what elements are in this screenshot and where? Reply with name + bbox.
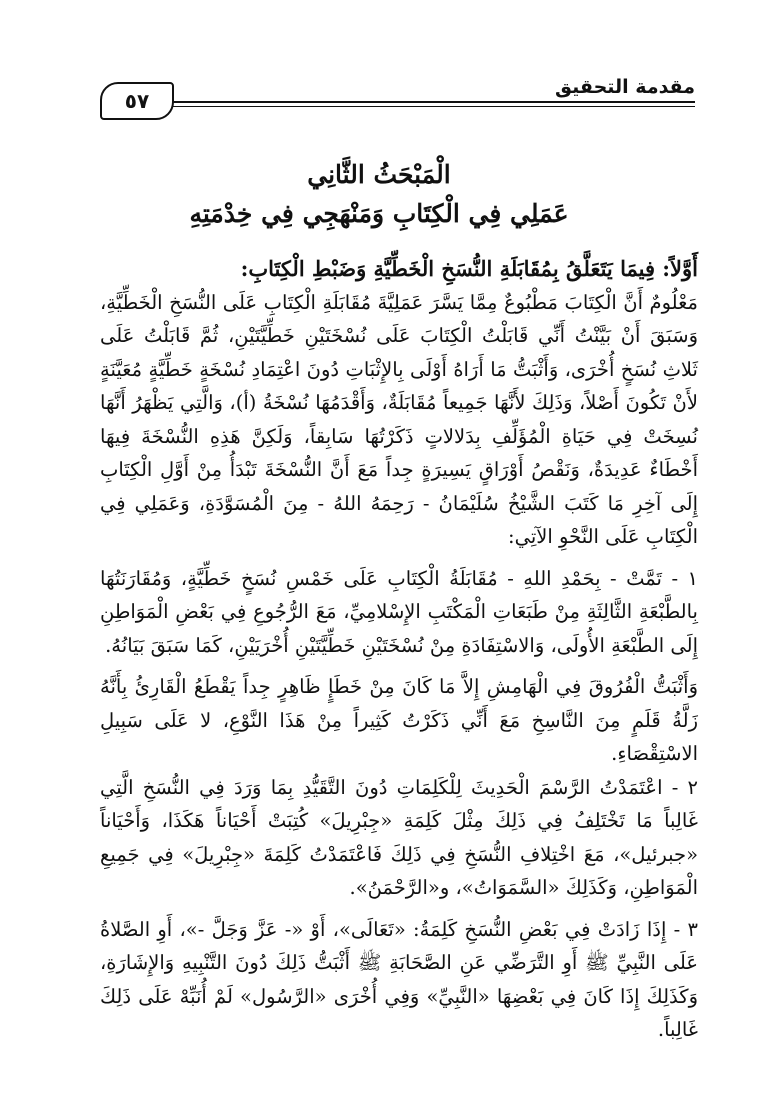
paragraph: مَعْلُومٌ أَنَّ الْكِتَابَ مَطْبُوعٌ مِمَّا يَسَّرَ عَمَلِيَّةَ مُقَابَلَةِ الْكِتَابِ عَلَى النُّسَخِ الْخَطِّيَّةِ، وَسَبَقَ أَنْ بَيَّنْتُ أَنِّي قَابَلْتُ الْكِتَابَ عَلَى نُسْخَتَيْنِ خَطِّيَّتَيْنِ، ثُمَّ قَابَلْتُ عَلَى ثَلاثِ نُسَخٍ أُخْرَى، وَأَثْبَتُّ مَا أَرَاهُ أَوْلَى بِالإِثْبَاتِ دُونَ اعْتِمَادِ نُسْخَةٍ خَطِّيَّةٍ مُعَيَّنَةٍ لأَنْ تَكُونَ أَصْلاً، وَذَلِكَ لأَنَّهَا جَمِيعاً مُقَابَلَةٌ، وَأَقْدَمُهَا نُسْخَةُ (أ)، وَالَّتِي يَظْهَرُ أَنَّهَا نُسِخَتْ فِي حَيَاةِ الْمُؤَلِّفِ بِدَلالاتٍ ذَكَرْتُهَا سَابِقاً، وَلَكِنَّ هَذِهِ النُّسْخَةَ فِيهَا أَخْطَاءٌ عَدِيدَةٌ، وَنَقْصُ أَوْرَاقٍ يَسِيرَةٍ جِداً مَعَ أَنَّ النُّسْخَةَ تَبْدَأُ مِنْ أَوَّلِ الْكِتَابِ إِلَى آخِرِ مَا كَتَبَ الشَّيْخُ سُلَيْمَانُ - رَحِمَهُ اللهُ - مِنَ الْمُسَوَّدَةِ، وَعَمَلِي فِي الْكِتَابِ عَلَى النَّحْوِ الآتِي: xyxy=(100,290,698,548)
page-number: ٥٧ xyxy=(100,82,174,120)
body-text xyxy=(100,252,698,1047)
paragraph: وَأَثْبَتُّ الْفُرُوقَ فِي الْهَامِشِ إِلاَّ مَا كَانَ مِنْ خَطَإٍ ظَاهِرٍ جِداً يَقْطَعُ الْقَارِئُ بِأَنَّهُ زَلَّةُ قَلَمٍ مِنَ النَّاسِخِ مَعَ أَنِّي ذَكَرْتُ كَثِيراً مِنْ هَذَا النَّوْعِ، لا عَلَى سَبِيلِ الاسْتِقْصَاءِ. xyxy=(100,675,698,765)
paragraph: ١ - تَمَّتْ - بِحَمْدِ اللهِ - مُقَابَلَةُ الْكِتَابِ عَلَى خَمْسِ نُسَخٍ خَطِّيَّةٍ، وَمُقَارَنَتُهَا بِالطَّبْعَةِ الثَّالِثَةِ مِنْ طَبَعَاتِ الْمَكْتَبِ الإِسْلامِيِّ، مَعَ الرُّجُوعِ فِي بَعْضِ الْمَوَاطِنِ إِلَى الطَّبْعَةِ الأُولَى، وَالاسْتِفَادَةِ مِنْ نُسْخَتَيْنِ خَطِّيَّتَيْنِ أُخْرَيَيْنِ، كَمَا سَبَقَ بَيَانُهُ. xyxy=(100,566,698,657)
section-title: الْمَبْحَثُ الثَّانِي xyxy=(307,160,451,189)
section-subtitle: عَمَلِي فِي الْكِتَابِ وَمَنْهَجِي فِي خِدْمَتِهِ xyxy=(189,199,569,228)
paragraph: ٣ - إِذَا زَادَتْ فِي بَعْضِ النُّسَخِ كَلِمَةُ: «تَعَالَى»، أَوْ «- عَزَّ وَجَلَّ -»، أَوِ الصَّلاةُ عَلَى النَّبِيِّ ﷺ أَوِ التَّرَضِّي عَنِ الصَّحَابَةِ ﷺ أَثْبَتُّ ذَلِكَ دُونَ التَّنْبِيهِ وَالإِشَارَةِ، وَكَذَلِكَ إِذَا كَانَ فِي بَعْضِهَا «النَّبِيِّ» وَفِي أُخْرَى «الرَّسُول» لَمْ أُنَبِّهْ عَلَى ذَلِكَ غَالِباً. xyxy=(100,917,698,1041)
header-rule-thin xyxy=(166,106,695,107)
header-rule xyxy=(166,101,695,103)
subsection-heading: أَوَّلاً: فِيمَا يَتَعَلَّقُ بِمُقَابَلَةِ النُّسَخِ الْخَطِّيَّةِ وَضَبْطِ الْكِتَابِ: xyxy=(240,256,698,281)
paragraph: ٢ - اعْتَمَدْتُ الرَّسْمَ الْحَدِيثَ لِلْكَلِمَاتِ دُونَ التَّقَيُّدِ بِمَا وَرَدَ فِي النُّسَخِ الَّتِي غَالِباً مَا تَخْتَلِفُ فِي ذَلِكَ مِثْلَ كَلِمَةِ «جِبْرِيلَ» كُتِبَتْ أَحْيَاناً هَكَذَا، وَأَحْيَاناً «جبرئيل»، مَعَ اخْتِلافِ النُّسَخِ فِي ذَلِكَ فَاعْتَمَدْتُ كَلِمَةَ «جِبْرِيلَ» فِي جَمِيعِ الْمَوَاطِنِ، وَكَذَلِكَ «السَّمَوَاتُ»، و«الرَّحْمَنُ». xyxy=(100,775,698,899)
page-header xyxy=(100,76,695,116)
running-chapter-title: مقدمة التحقيق xyxy=(555,76,695,98)
